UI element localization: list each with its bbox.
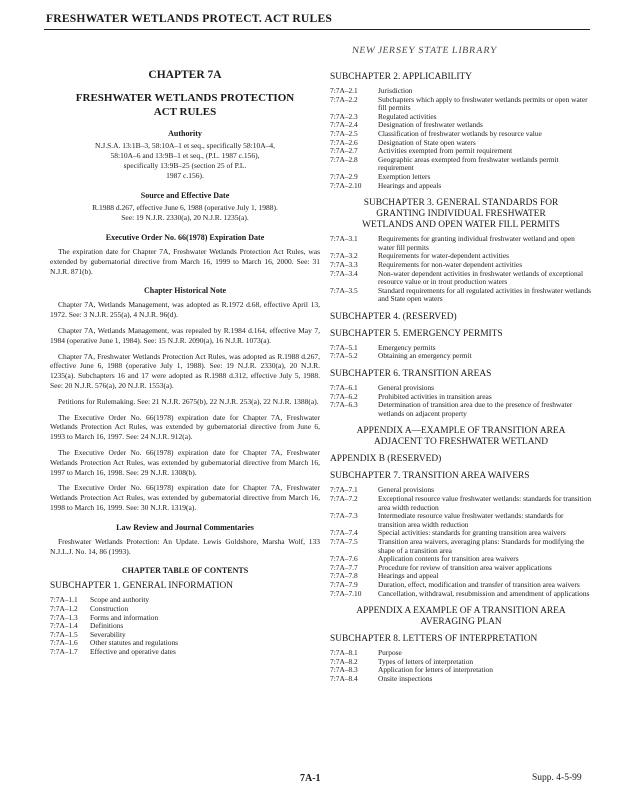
authority-heading: Authority — [168, 129, 202, 138]
section-title: Duration, effect, modification and transfer of transition area waivers — [378, 579, 580, 589]
section-number: 7:7A–7.8 — [330, 571, 358, 581]
chapter-title-line: FRESHWATER WETLANDS PROTECTION — [75, 92, 295, 104]
section-title: Standard requirements for all regulated activities in freshwater wetlands and State open waters — [378, 285, 592, 304]
subchapter-5-title: SUBCHAPTER 5. EMERGENCY PERMITS — [330, 328, 503, 339]
historical-note-paragraph: Chapter 7A, Freshwater Wetlands Protection Act Rules, was adopted as R.1988 d.267, effective June 6, 1988 (operative July 1, 1988). See: 19 N.J.R. 2330(a), 20 N.J.R. 1235(a). Subchapters 16 and 17 were adopted as R.1988 d.312, effective July 5, 1988. See: 20 N.J.R. 576(a), 20 N.J.R. 1553(a). — [50, 351, 320, 390]
authority-text — [50, 141, 320, 181]
toc-entry — [330, 173, 592, 182]
section-title: Emergency permits — [378, 342, 436, 352]
toc-entry — [330, 495, 592, 512]
section-number: 7:7A–7.1 — [330, 485, 358, 495]
subchapter-5-toc — [330, 344, 592, 361]
section-number: 7:7A–3.2 — [330, 251, 358, 261]
subchapter-8-toc — [330, 649, 592, 683]
section-number: 7:7A–1.2 — [50, 603, 78, 613]
section-title: Intermediate resource value freshwater wetlands: standards for transition area width reduction — [378, 511, 564, 529]
page-number: 7A-1 — [300, 773, 321, 784]
toc-entry — [330, 235, 592, 252]
section-number: 7:7A–7.7 — [330, 562, 358, 572]
section-number: 7:7A–3.5 — [330, 285, 358, 295]
header-rule — [44, 29, 590, 30]
section-title: Scope and authority — [90, 595, 150, 605]
section-title: Types of letters of interpretation — [378, 656, 474, 666]
section-title: Cancellation, withdrawal, resubmission and amendment of applications — [378, 588, 590, 598]
section-number: 7:7A–1.1 — [50, 595, 78, 605]
toc-entry — [330, 401, 592, 418]
section-number: 7:7A–1.3 — [50, 612, 78, 622]
section-number: 7:7A–8.1 — [330, 648, 358, 658]
appendix-a-title — [330, 426, 592, 448]
section-title: Forms and information — [90, 612, 159, 622]
section-title: Definitions — [90, 621, 124, 631]
section-number: 7:7A–2.2 — [330, 94, 358, 104]
section-title: General provisions — [378, 485, 435, 495]
authority-line: specifically 13:9B–25 (section 25 of P.L. — [123, 161, 247, 170]
section-title: Transition area waivers, averaging plans: Standards for modifying the shape of a transition area — [378, 537, 585, 555]
executive-order-text: The expiration date for Chapter 7A, Freshwater Wetlands Protection Act Rules, was extended by gubernatorial directive from March 16, 1999 to March 16, 2000. See: 31 N.J.R. 871(b). — [50, 247, 320, 276]
section-title: Designation of freshwater wetlands — [378, 120, 483, 130]
section-title: Onsite inspections — [378, 673, 433, 683]
section-title: Severability — [90, 629, 126, 639]
section-number: 7:7A–3.4 — [330, 268, 358, 278]
section-title: Hearings and appeals — [378, 180, 442, 190]
historical-note-paragraph: Petitions for Rulemaking. See: 21 N.J.R. 2675(b), 22 N.J.R. 253(a), 22 N.J.R. 1388(a). — [58, 396, 319, 406]
subchapter-3-title — [330, 198, 592, 231]
subchapter-8-title: SUBCHAPTER 8. LETTERS OF INTERPRETATION — [330, 634, 538, 645]
toc-entry — [50, 648, 320, 657]
library-stamp: NEW JERSEY STATE LIBRARY — [351, 46, 499, 56]
toc-entry — [330, 270, 592, 287]
left-column — [50, 66, 320, 656]
section-number: 7:7A–7.6 — [330, 554, 358, 564]
section-number: 7:7A–7.2 — [330, 494, 358, 504]
section-title: Application contents for transition area waivers — [378, 554, 519, 564]
section-number: 7:7A–2.10 — [330, 180, 362, 190]
appendix-averaging-title-line: APPENDIX A EXAMPLE OF A TRANSITION AREA — [356, 606, 566, 617]
section-number: 7:7A–2.5 — [330, 128, 358, 138]
historical-note-paragraph: Chapter 7A, Wetlands Management, was adopted as R.1972 d.68, effective April 13, 1972. See: 3 N.J.R. 255(a), 4 N.J.R. 96(d). — [50, 300, 320, 320]
executive-order-heading: Executive Order No. 66(1978) Expiration Date — [105, 233, 265, 242]
historical-note-heading: Chapter Historical Note — [143, 286, 227, 296]
authority-line: 1987 c.156). — [166, 171, 204, 180]
section-title: Requirements for non-water dependent activities — [378, 259, 523, 269]
subchapter-1-toc — [50, 596, 320, 656]
toc-entry — [330, 538, 592, 555]
law-review-text: Freshwater Wetlands Protection: An Update. Lewis Goldshore, Marsha Wolf, 133 N.J.L.J. No. 14, 86 (1993). — [50, 536, 320, 556]
toc-entry — [330, 352, 592, 361]
historical-note-paragraph: The Executive Order No. 66(1978) expiration date for Chapter 7A, Freshwater Wetlands Protection Act Rules, was extended by gubernatorial directive from June 6, 1993 to March 16, 1997. See: 24 N.J.R. 912(a). — [50, 412, 320, 442]
section-title: Non-water dependent activities in freshwater wetlands of exceptional resource value or in trout production waters — [378, 268, 584, 287]
section-title: Requirements for water-dependent activities — [378, 251, 509, 261]
section-title: Subchapters which apply to freshwater wetlands permits or open water fill permits — [378, 94, 588, 113]
section-title: Construction — [90, 603, 129, 613]
section-title: Designation of State open waters — [378, 137, 476, 147]
section-number: 7:7A–1.4 — [50, 621, 78, 631]
subchapter-2-toc — [330, 87, 592, 190]
toc-entry — [330, 96, 592, 113]
subchapter-3-title-line: WETLANDS AND OPEN WATER FILL PERMITS — [362, 220, 560, 231]
historical-note-paragraph: Chapter 7A, Wetlands Management, was repealed by R.1984 d.164, effective May 7, 1984 (operative June 1, 1984). See: 15 N.J.R. 2090(a), 16 N.J.R. 1073(a). — [50, 325, 320, 345]
section-number: 7:7A–2.9 — [330, 171, 358, 181]
chapter-number: CHAPTER 7A — [148, 69, 222, 81]
law-review-heading: Law Review and Journal Commentaries — [116, 522, 254, 532]
section-number: 7:7A–7.3 — [330, 511, 358, 521]
toc-entry — [330, 156, 592, 173]
toc-entry — [330, 287, 592, 304]
section-number: 7:7A–8.4 — [330, 673, 358, 683]
subchapter-4-title: SUBCHAPTER 4. (RESERVED) — [330, 311, 457, 322]
section-number: 7:7A–8.2 — [330, 656, 358, 666]
section-number: 7:7A–7.10 — [330, 588, 362, 598]
historical-note-paragraph: The Executive Order No. 66(1978) expiration date for Chapter 7A, Freshwater Wetlands Protection Act Rules, was extended by gubernatorial directive from March 16, 1998 to March 16, 1999. See: 30 N.J.R. 1319(a). — [50, 483, 320, 512]
appendix-a-title-line: APPENDIX A—EXAMPLE OF TRANSITION AREA — [356, 426, 566, 437]
section-number: 7:7A–2.8 — [330, 154, 358, 164]
source-line: See: 19 N.J.R. 2330(a), 20 N.J.R. 1235(a). — [121, 213, 249, 222]
section-title: Procedure for review of transition area waiver applications — [378, 562, 552, 572]
section-title: General provisions — [378, 383, 435, 393]
section-title: Purpose — [378, 648, 402, 658]
section-number: 7:7A–7.9 — [330, 579, 358, 589]
section-title: Exceptional resource value freshwater wetlands: standards for transition area width reduction — [378, 494, 592, 512]
section-number: 7:7A–5.1 — [330, 342, 358, 352]
toc-entry — [330, 590, 592, 599]
subchapter-2-title: SUBCHAPTER 2. APPLICABILITY — [330, 72, 472, 82]
chapter-title — [50, 91, 320, 119]
chapter-title-line: ACT RULES — [153, 106, 217, 118]
source-heading: Source and Effective Date — [140, 191, 230, 200]
historical-note-paragraph: The Executive Order No. 66(1978) expiration date for Chapter 7A, Freshwater Wetlands Protection Act Rules, was extended by gubernatorial directive from March 16, 1997 to March 16, 1998. See: 29 N.J.R. 1308(b). — [50, 447, 320, 477]
section-title: Requirements for granting individual freshwater wetland and open water fill permits — [378, 234, 575, 252]
section-number: 7:7A–6.2 — [330, 391, 358, 401]
running-header: FRESHWATER WETLANDS PROTECT. ACT RULES — [46, 12, 333, 25]
section-number: 7:7A–3.3 — [330, 259, 358, 269]
section-number: 7:7A–7.5 — [330, 537, 358, 546]
subchapter-3-title-line: SUBCHAPTER 3. GENERAL STANDARDS FOR — [363, 198, 559, 209]
section-title: Prohibited activities in transition areas — [378, 391, 492, 401]
section-number: 7:7A–1.7 — [50, 646, 78, 656]
toc-entry — [330, 666, 592, 675]
section-title: Application for letters of interpretation — [378, 665, 493, 675]
section-title: Hearings and appeal — [378, 571, 439, 581]
section-number: 7:7A–2.4 — [330, 120, 358, 130]
subchapter-1-title: SUBCHAPTER 1. GENERAL INFORMATION — [50, 581, 233, 592]
appendix-a-title-line: ADJACENT TO FRESHWATER WETLAND — [373, 437, 549, 448]
toc-entry — [330, 564, 592, 573]
section-title: Effective and operative dates — [90, 646, 176, 656]
section-title: Special activities: standards for granting transition area waivers — [378, 528, 566, 538]
appendix-b-title: APPENDIX B (RESERVED) — [330, 454, 442, 465]
section-title: Activities exempted from permit requirement — [378, 146, 513, 156]
section-title: Obtaining an emergency permit — [378, 351, 472, 361]
section-number: 7:7A–6.1 — [330, 383, 358, 393]
section-number: 7:7A–1.5 — [50, 629, 78, 639]
authority-line: 58:10A–6 and 13:9B–1 et seq., (P.L. 1987 c.156), — [110, 151, 260, 160]
source-line: R.1988 d.267, effective June 6, 1988 (operative July 1, 1988). — [92, 203, 278, 212]
section-title: Geographic areas exempted from freshwater wetlands permit requirement — [378, 154, 559, 173]
subchapter-7-title: SUBCHAPTER 7. TRANSITION AREA WAIVERS — [330, 471, 530, 482]
section-number: 7:7A–1.6 — [50, 638, 78, 648]
authority-line: N.J.S.A. 13:1B–3, 58:10A–1 et seq., specifically 58:10A–4, — [95, 141, 275, 150]
section-number: 7:7A–3.1 — [330, 234, 358, 244]
subchapter-6-title: SUBCHAPTER 6. TRANSITION AREAS — [330, 369, 492, 380]
section-title: Exemption letters — [378, 171, 431, 181]
source-text — [50, 203, 320, 223]
right-column — [330, 66, 592, 684]
section-number: 7:7A–2.3 — [330, 111, 358, 121]
section-title: Regulated activities — [378, 111, 437, 121]
section-title: Classification of freshwater wetlands by resource value — [378, 128, 542, 138]
toc-entry — [330, 182, 592, 191]
appendix-averaging-title — [330, 606, 592, 628]
section-number: 7:7A–2.1 — [330, 86, 358, 95]
subchapter-3-toc — [330, 235, 592, 304]
subchapter-3-title-line: GRANTING INDIVIDUAL FRESHWATER — [376, 209, 546, 220]
section-number: 7:7A–6.3 — [330, 400, 358, 410]
subchapter-7-toc — [330, 486, 592, 598]
section-number: 7:7A–8.3 — [330, 665, 358, 675]
section-title: Determination of transition area due to the presence of freshwater wetlands on adjacent property — [378, 400, 573, 418]
toc-entry — [330, 512, 592, 529]
section-title: Jurisdiction — [378, 86, 413, 95]
section-title: Other statutes and regulations — [90, 638, 179, 648]
toc-entry — [330, 675, 592, 684]
toc-heading: CHAPTER TABLE OF CONTENTS — [121, 566, 249, 576]
section-number: 7:7A–2.6 — [330, 137, 358, 147]
section-number: 7:7A–2.7 — [330, 146, 358, 156]
subchapter-6-toc — [330, 384, 592, 418]
appendix-averaging-title-line: AVERAGING PLAN — [420, 617, 502, 628]
section-number: 7:7A–5.2 — [330, 351, 358, 361]
section-number: 7:7A–7.4 — [330, 528, 358, 538]
supplement-date: Supp. 4-5-99 — [532, 773, 582, 783]
